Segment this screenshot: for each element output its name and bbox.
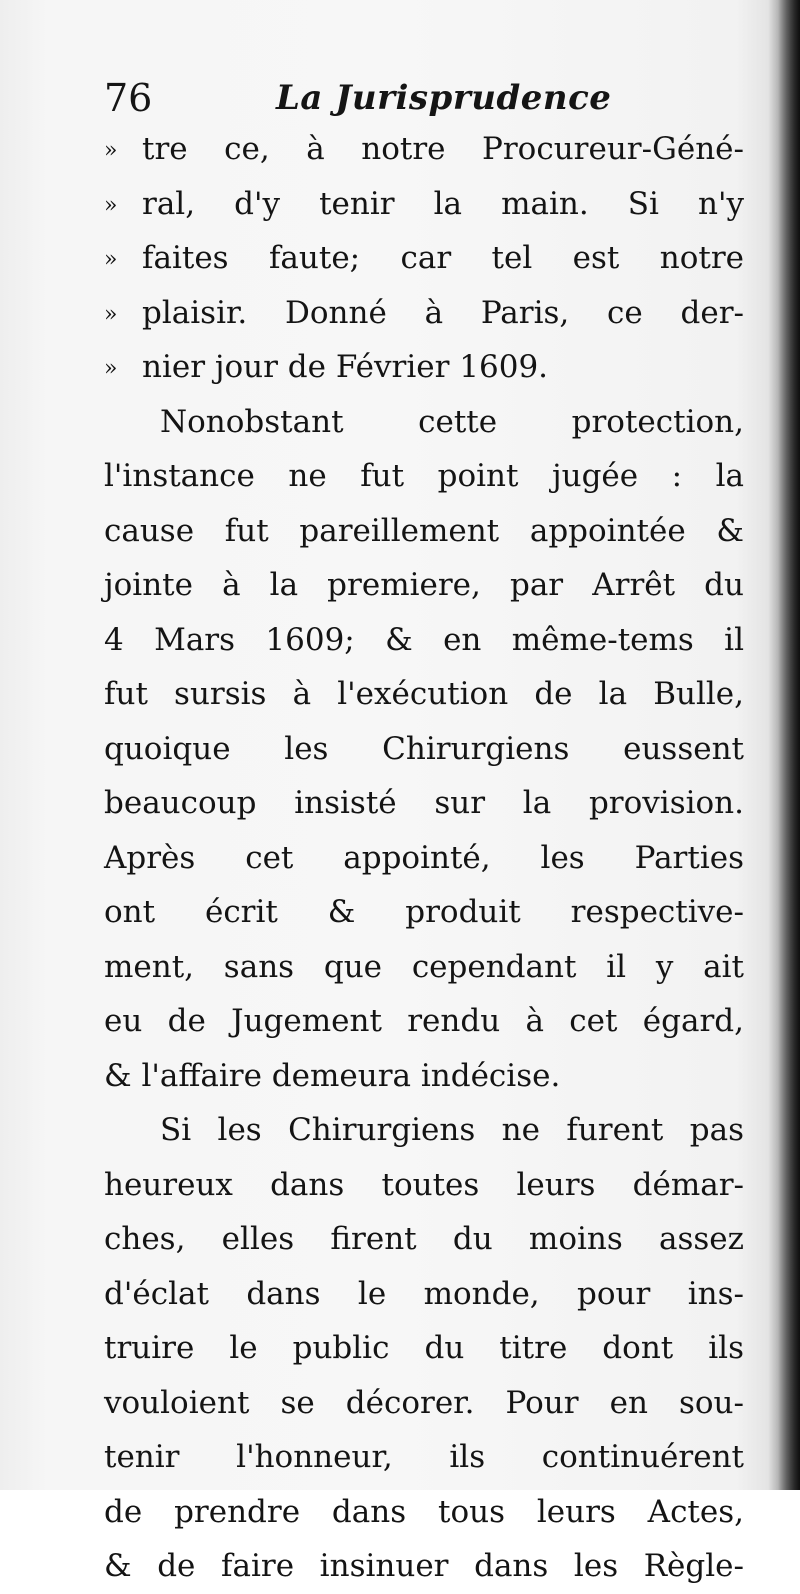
page-number: 76	[104, 76, 153, 120]
paragraph-first-line: Nonobstant cette protection,	[160, 403, 744, 440]
text-line: heureux dans toutes leurs démar-	[104, 1166, 744, 1203]
quote-mark: »	[104, 301, 118, 327]
page-header	[104, 70, 744, 126]
quote-mark: »	[104, 138, 118, 163]
line-text: ral, d'y tenir la main. Si n'y	[142, 185, 744, 222]
text-line	[104, 286, 744, 341]
text-line: vouloient se décorer. Pour en sou-	[104, 1384, 744, 1421]
text-line: jointe à la premiere, par Arrêt du	[104, 567, 744, 603]
text-line: fut sursis à l'exécution de la Bulle,	[104, 676, 744, 712]
line-text: faites faute; car tel est notre	[142, 240, 744, 276]
text-line: Après cet appointé, les Parties	[104, 839, 744, 876]
text-line: eu de Jugement rendu à cet égard,	[104, 1003, 744, 1039]
text-line: tenir l'honneur, ils continuérent	[104, 1439, 744, 1475]
quote-mark: »	[104, 356, 118, 381]
text-line: ont écrit & produit respective-	[104, 894, 744, 930]
text-line: ches, elles firent du moins assez	[104, 1221, 744, 1257]
text-line: beaucoup insisté sur la provision.	[104, 785, 744, 821]
text-line	[104, 122, 744, 177]
text-line	[104, 177, 744, 232]
text-line: & l'affaire demeura indécise.	[104, 1057, 561, 1094]
text-line: & de faire insinuer dans les Règle-	[104, 1548, 744, 1584]
quote-mark: »	[104, 192, 118, 218]
text-line: de prendre dans tous leurs Actes,	[104, 1493, 744, 1530]
page-gutter-shadow	[778, 0, 800, 1490]
text-line: truire le public du titre dont ils	[104, 1330, 744, 1366]
text-line: d'éclat dans le monde, pour ins-	[104, 1275, 744, 1312]
paragraph-first-line: Si les Chirurgiens ne furent pas	[160, 1112, 744, 1148]
body-text	[104, 122, 744, 1594]
quote-mark: »	[104, 247, 118, 272]
text-line: cause fut pareillement appointée &	[104, 512, 744, 549]
text-line: quoique les Chirurgiens eussent	[104, 730, 744, 767]
text-line: 4 Mars 1609; & en même-tems il	[104, 621, 744, 658]
text-line: ment, sans que cependant il y ait	[104, 948, 744, 985]
line-text: plaisir. Donné à Paris, ce der-	[142, 294, 744, 331]
text-line	[104, 231, 744, 286]
text-line	[104, 340, 744, 395]
line-text: nier jour de Février 1609.	[142, 349, 549, 385]
text-line: l'instance ne fut point jugée : la	[104, 458, 744, 494]
running-head: La Jurisprudence	[276, 78, 612, 118]
line-text: tre ce, à notre Procureur-Géné-	[142, 131, 744, 167]
